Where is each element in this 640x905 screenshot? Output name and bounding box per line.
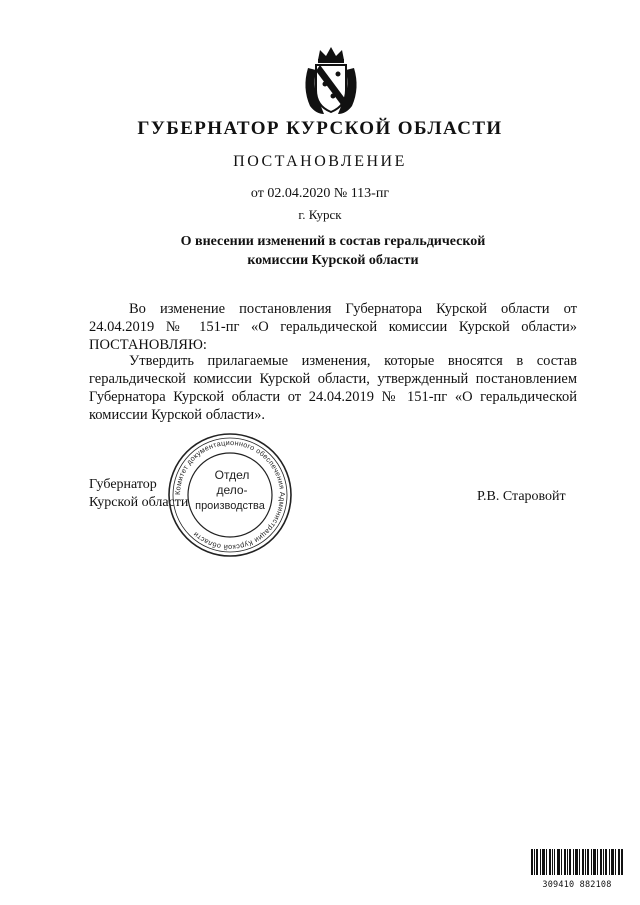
stamp-ring-text: Комитет документационного обеспечения Администрации Курской области	[172, 437, 288, 553]
official-stamp	[166, 431, 294, 559]
subject-line-1: О внесении изменений в состав геральдической	[180, 234, 486, 249]
body-paragraph-2: Утвердить прилагаемые изменения, которые вносятся в состав геральдической комиссии Курской области, утвержденный постановлением Губернатора Курской области от 24.04.2019 № 151-пг «О геральдической комиссии Курской области».	[89, 353, 577, 423]
position-line-1: Губернатор	[89, 477, 157, 492]
p1-line-3: ПОСТАНОВЛЯЮ:	[89, 337, 207, 353]
governor-title: ГУБЕРНАТОР КУРСКОЙ ОБЛАСТИ	[137, 118, 503, 139]
barcode-bars	[531, 849, 623, 875]
stamp-line-3: производства	[195, 500, 265, 512]
document-city: г. Курск	[298, 207, 342, 222]
barcode-number: 309410 882108	[542, 880, 612, 890]
stamp-line-1: Отдел	[214, 468, 250, 482]
subject-line-2: комиссии Курской области	[247, 253, 419, 268]
coat-of-arms-emblem	[298, 44, 364, 118]
document-date-number: от 02.04.2020 № 113-пг	[250, 186, 390, 201]
stamp-line-2: дело-	[216, 483, 248, 497]
signatory-name: Р.В. Старовойт	[477, 489, 566, 504]
document-subject	[150, 232, 516, 270]
barcode	[531, 849, 623, 890]
p1-line-1: Во изменение постановления Губернатора Курской области от	[129, 301, 577, 317]
position-line-2: Курской области	[89, 495, 189, 510]
p1-line-2: 24.04.2019 № 151-пг «О геральдической комиссии Курской области»	[89, 319, 577, 335]
document-type: ПОСТАНОВЛЕНИЕ	[233, 153, 407, 170]
body-paragraph-1	[89, 300, 577, 354]
